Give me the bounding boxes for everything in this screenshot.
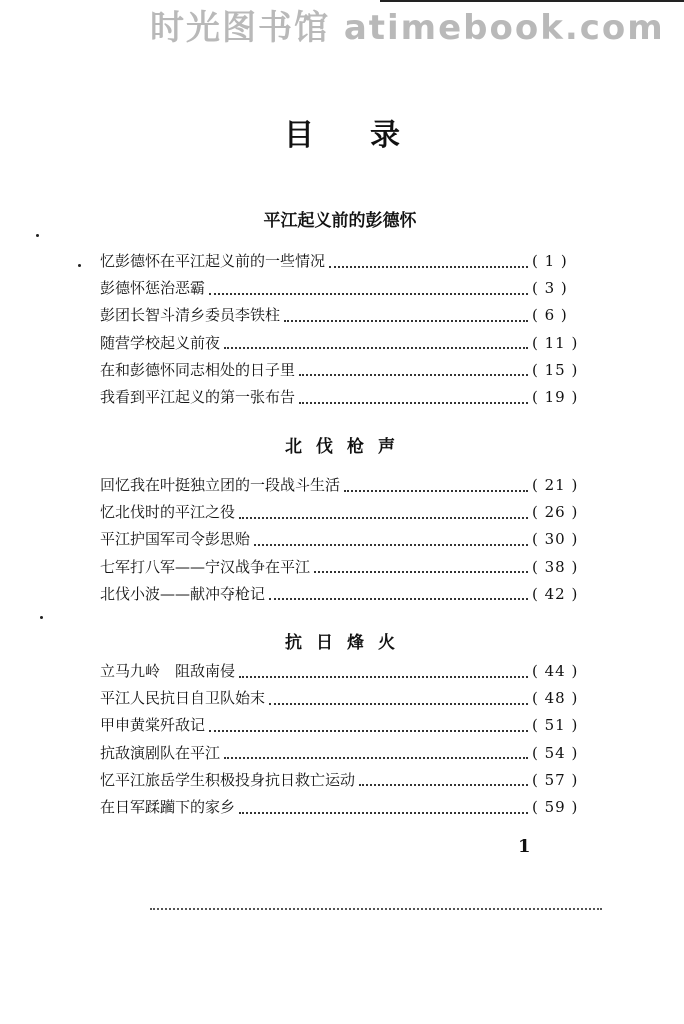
toc-entry-page: ( 21 ) — [532, 476, 579, 494]
watermark: 时光图书馆 atimebook.com — [150, 8, 665, 48]
dot-leader — [239, 674, 528, 678]
dot-leader — [359, 782, 528, 786]
toc-entry-page: ( 59 ) — [532, 797, 579, 816]
toc-entry[interactable] — [100, 794, 578, 821]
toc-list-2 — [100, 472, 578, 608]
toc-entry-title: 立马九岭 阻敌南侵 — [100, 662, 236, 680]
toc-entry[interactable] — [100, 330, 578, 357]
toc-entry-title: 随营学校起义前夜 — [100, 333, 221, 352]
page-number: 1 — [518, 836, 531, 857]
dot-leader — [299, 400, 528, 404]
toc-entry-title: 在和彭德怀同志相处的日子里 — [100, 360, 296, 379]
toc-entry[interactable] — [100, 275, 578, 302]
toc-entry-page: ( 15 ) — [532, 360, 579, 379]
toc-entry[interactable] — [100, 740, 578, 767]
toc-entry-title: 回忆我在叶挺独立团的一段战斗生活 — [100, 476, 341, 494]
toc-entry-page: ( 44 ) — [532, 662, 579, 680]
dot-leader — [314, 569, 528, 573]
toc-entry[interactable] — [100, 384, 578, 411]
toc-entry-page: ( 54 ) — [532, 743, 579, 762]
toc-list-3 — [100, 658, 578, 821]
toc-entry-page: ( 6 ) — [532, 306, 568, 325]
toc-list-1 — [100, 248, 578, 411]
toc-entry-title: 七军打八军——宁汉战争在平江 — [100, 557, 311, 576]
toc-entry-title: 平江人民抗日自卫队始末 — [100, 689, 266, 708]
toc-entry-title: 平江护国军司令彭思贻 — [100, 530, 251, 549]
toc-entry[interactable] — [100, 499, 578, 526]
toc-entry-title: 我看到平江起义的第一张布告 — [100, 387, 296, 406]
toc-entry[interactable] — [100, 554, 578, 581]
toc-entry-page: ( 42 ) — [532, 584, 579, 603]
toc-entry[interactable] — [100, 472, 578, 499]
dot-leader — [269, 701, 528, 705]
dot-leader — [254, 542, 528, 546]
toc-entry-page: ( 38 ) — [532, 557, 579, 576]
toc-entry-title: 甲申黄棠歼敌记 — [100, 716, 206, 735]
bottom-rule — [150, 908, 602, 910]
section-heading-1: 平江起义前的彭德怀 — [263, 211, 417, 231]
dot-leader — [329, 264, 528, 268]
toc-entry[interactable] — [100, 248, 578, 275]
top-rule — [380, 0, 684, 2]
toc-entry-title: 忆彭德怀在平江起义前的一些情况 — [100, 252, 326, 270]
dot-leader — [224, 755, 528, 759]
scan-speck — [36, 234, 39, 237]
scan-speck — [78, 264, 81, 267]
toc-entry[interactable] — [100, 658, 578, 685]
section-heading-3: 抗日烽火 — [285, 633, 409, 653]
toc-entry[interactable] — [100, 302, 578, 329]
toc-entry-title: 彭团长智斗清乡委员李铁柱 — [100, 306, 281, 325]
toc-entry[interactable] — [100, 357, 578, 384]
toc-entry-title: 忆平江旅岳学生积极投身抗日救亡运动 — [100, 770, 356, 789]
dot-leader — [209, 728, 528, 732]
toc-entry-title: 忆北伐时的平江之役 — [100, 503, 236, 522]
toc-entry-page: ( 19 ) — [532, 387, 579, 406]
dot-leader — [239, 810, 528, 814]
dot-leader — [269, 596, 528, 600]
toc-entry-page: ( 11 ) — [532, 333, 579, 352]
scan-speck — [40, 616, 43, 619]
toc-entry[interactable] — [100, 526, 578, 553]
toc-entry-page: ( 3 ) — [532, 279, 568, 298]
toc-entry-title: 抗敌演剧队在平江 — [100, 743, 221, 762]
page-title: 目录 — [284, 118, 456, 153]
dot-leader — [209, 291, 528, 295]
toc-entry-page: ( 1 ) — [532, 252, 568, 270]
toc-entry-title: 北伐小波——献冲夺枪记 — [100, 584, 266, 603]
section-heading-2: 北伐枪声 — [285, 437, 409, 457]
toc-entry[interactable] — [100, 581, 578, 608]
dot-leader — [239, 515, 528, 519]
dot-leader — [224, 345, 528, 349]
toc-entry[interactable] — [100, 767, 578, 794]
toc-entry-title: 彭德怀惩治恶霸 — [100, 279, 206, 298]
toc-entry[interactable] — [100, 712, 578, 739]
dot-leader — [284, 318, 528, 322]
toc-entry-page: ( 57 ) — [532, 770, 579, 789]
toc-entry-page: ( 30 ) — [532, 530, 579, 549]
toc-entry[interactable] — [100, 685, 578, 712]
dot-leader — [299, 372, 528, 376]
toc-entry-page: ( 26 ) — [532, 503, 579, 522]
toc-entry-title: 在日军蹂躏下的家乡 — [100, 797, 236, 816]
toc-entry-page: ( 48 ) — [532, 689, 579, 708]
dot-leader — [344, 488, 528, 492]
toc-entry-page: ( 51 ) — [532, 716, 579, 735]
